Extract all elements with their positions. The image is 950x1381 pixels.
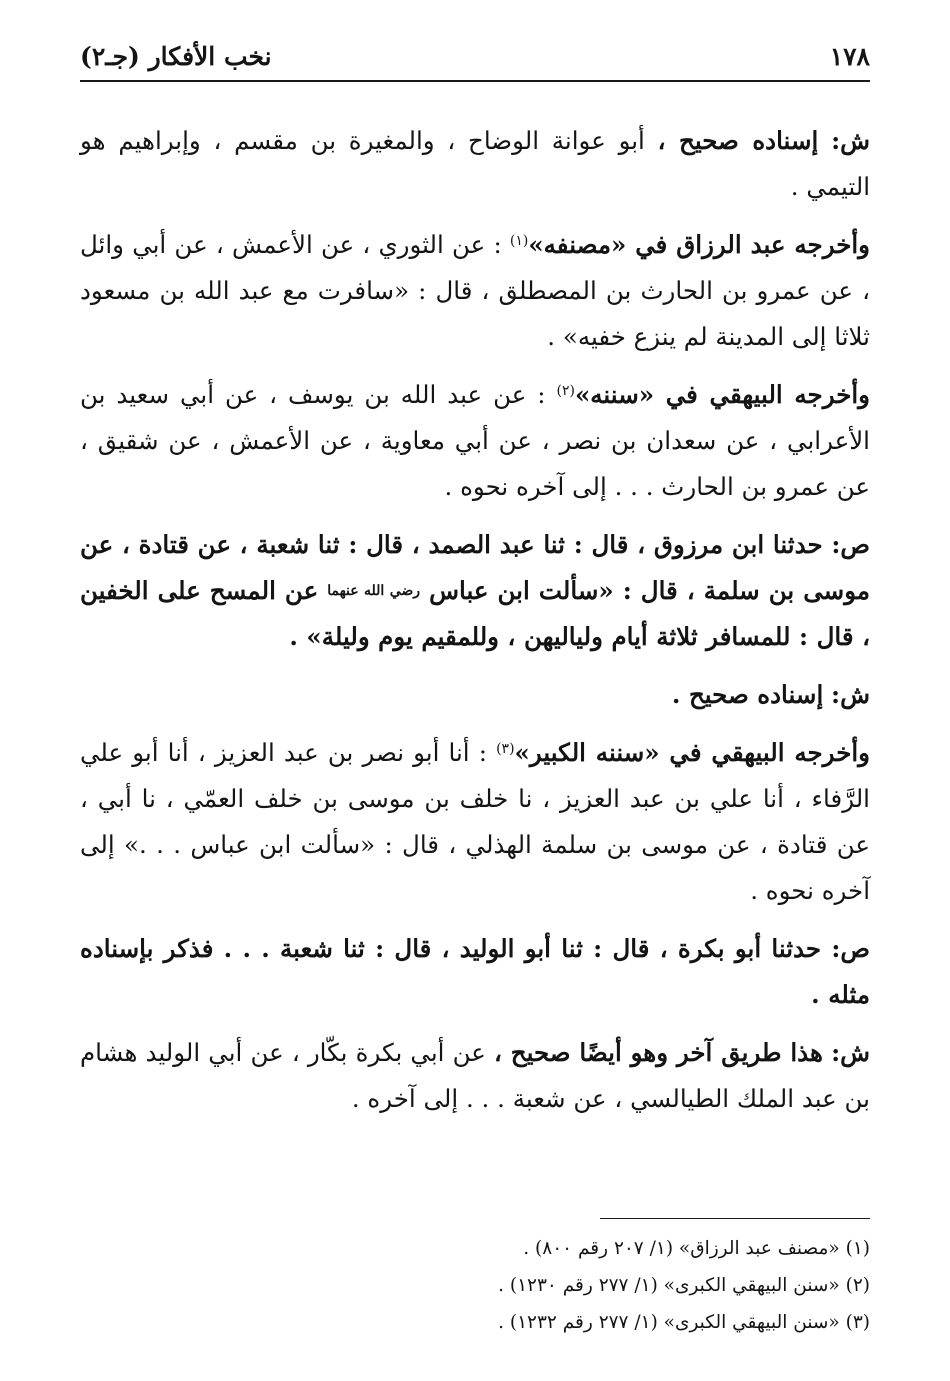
- book-page: [80, 40, 871, 1333]
- honorific-glyph: رضي الله عنهما: [327, 583, 421, 599]
- commentary-label: ش:: [831, 680, 870, 709]
- bold-phrase: هذا طريق آخر وهو أيضًا صحيح ،: [493, 1038, 823, 1067]
- hadith-text: حدثنا أبو بكرة ، قال : ثنا أبو الوليد ، قال : ثنا شعبة . . . فذكر بإسناده مثله .: [80, 934, 870, 1009]
- paragraph-commentary-1: [80, 118, 870, 210]
- text-label: ص:: [831, 530, 870, 559]
- commentary-label: ش:: [831, 126, 871, 155]
- paragraph-hadith-2: [80, 926, 870, 1018]
- footnote-ref-2[interactable]: (٢): [556, 383, 575, 399]
- page-number: ١٧٨: [829, 42, 870, 71]
- book-title: نخب الأفكار (جـ٢): [80, 42, 272, 71]
- paragraph-text: : عن الثوري ، عن الأعمش ، عن أبي وائل ، عن عمرو بن الحارث بن المصطلق ، قال : «سافرت مع عبد الله بن مسعود ثلاثا إلى المدينة لم ينزع خفيه» .: [80, 230, 870, 351]
- footnote-ref-3[interactable]: (٣): [496, 741, 515, 757]
- paragraph-takhrij-1: [80, 222, 870, 360]
- paragraph-text: : أنا أبو نصر بن عبد العزيز ، أنا أبو علي الرَّفاء ، أنا علي بن عبد العزيز ، نا خلف بن موسى بن خلف العمّي ، نا أبي ، عن قتادة ، عن موسى بن سلمة الهذلي ، قال : «سألت ابن عباس . . .» إلى آخره نحوه .: [80, 738, 870, 905]
- paragraph-takhrij-2: [80, 372, 870, 510]
- paragraph-text: : عن عبد الله بن يوسف ، عن أبي سعيد بن الأعرابي ، عن سعدان بن نصر ، عن أبي معاوية ، عن الأعمش ، عن شقيق ، عن عمرو بن الحارث . . . إلى آخره نحوه .: [80, 380, 870, 501]
- paragraph-commentary-2: [80, 672, 870, 718]
- main-text: [80, 118, 870, 1134]
- hadith-text-after: عن المسح على الخفين ، قال : للمسافر ثلاثة أيام ولياليهن ، وللمقيم يوم وليلة» .: [80, 576, 870, 651]
- bold-phrase: وأخرجه البيهقي في «سننه»: [574, 380, 870, 409]
- paragraph-takhrij-3: [80, 730, 870, 914]
- footnote-3: (٣) «سنن البيهقي الكبرى» (١/ ٢٧٧ رقم ١٢٣٢) .: [498, 1312, 870, 1333]
- hadith-text-before: حدثنا ابن مرزوق ، قال : ثنا عبد الصمد ، قال : ثنا شعبة ، عن قتادة ، عن موسى بن سلمة ، قال : «سألت ابن عباس: [80, 530, 870, 605]
- bold-phrase: إسناده صحيح .: [671, 680, 824, 709]
- paragraph-text: عن أبي بكرة بكّار ، عن أبي الوليد هشام بن عبد الملك الطيالسي ، عن شعبة . . . إلى آخره .: [80, 1038, 870, 1113]
- footnote-ref-1[interactable]: (١): [509, 233, 529, 249]
- paragraph-hadith-1: [80, 522, 870, 660]
- footnote-2: (٢) «سنن البيهقي الكبرى» (١/ ٢٧٧ رقم ١٢٣٠) .: [498, 1275, 870, 1296]
- footnotes: [80, 1230, 870, 1341]
- paragraph-text: أبو عوانة الوضاح ، والمغيرة بن مقسم ، وإبراهيم هو التيمي .: [80, 126, 870, 201]
- bold-phrase: وأخرجه البيهقي في «سننه الكبير»: [514, 738, 870, 767]
- text-label: ص:: [831, 934, 870, 963]
- paragraph-commentary-3: [80, 1030, 870, 1122]
- bold-phrase: إسناده صحيح ،: [657, 126, 819, 155]
- running-header: [80, 40, 870, 80]
- footnote-1: (١) «مصنف عبد الرزاق» (١/ ٢٠٧ رقم ٨٠٠) .: [523, 1238, 870, 1259]
- bold-phrase: وأخرجه عبد الرزاق في «مصنفه»: [528, 230, 870, 259]
- commentary-label: ش:: [831, 1038, 871, 1067]
- header-rule: [80, 80, 870, 82]
- footnote-rule: [600, 1218, 870, 1219]
